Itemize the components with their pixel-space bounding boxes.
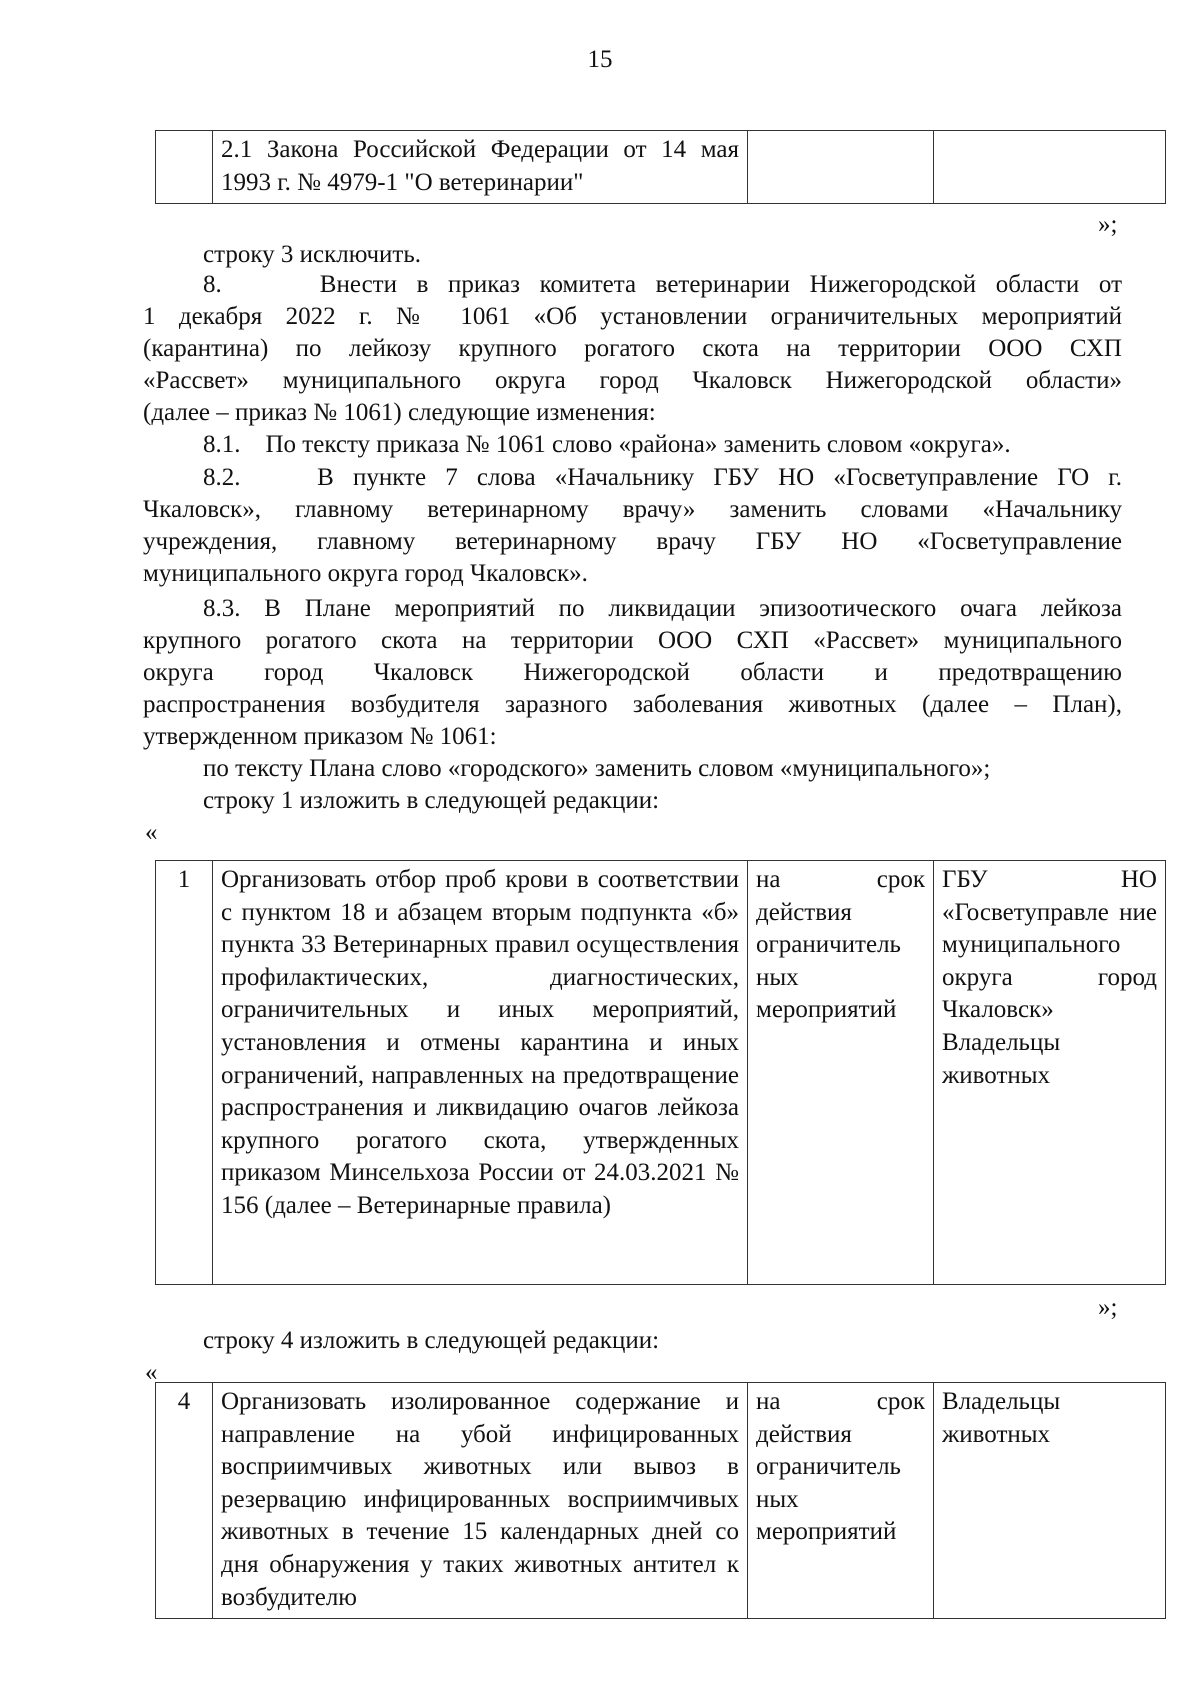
paragraph-8-2-line-4: муниципального округа город Чкаловск». [143, 560, 588, 587]
table-top-num [156, 131, 213, 204]
table-top-text: 2.1 Закона Российской Федерации от 14 мая 1993 г. № 4979-1 "О ветеринарии" [213, 131, 748, 204]
closing-quote: »; [1098, 211, 1118, 238]
paragraph-8-3-line-2: крупного рогатого скота на территории ООО СХП «Рассвет» муниципального [143, 627, 1122, 654]
row-4-responsible: Владельцы животных [934, 1383, 1166, 1619]
paragraph-8-line-1: 8. Внести в приказ комитета ветеринарии Нижегородской области от [203, 271, 1122, 298]
paragraph-plan-text: по тексту Плана слово «городского» заменить словом «муниципального»; [203, 755, 991, 782]
paragraph-8-line-3: (карантина) по лейкозу крупного рогатого скота на территории ООО СХП [143, 335, 1122, 362]
row-4-number: 4 [156, 1383, 213, 1619]
row-4-measure: Организовать изолированное содержание и направление на убой инфицированных восприимчивых животных или вывоз в резервацию инфицированных восприимчивых животных в течение 15 календарных дней со дня обнаружения у таких животных антител к возбудителю [213, 1383, 748, 1619]
paragraph-8-1: 8.1. По тексту приказа № 1061 слово «района» заменить словом «округа». [203, 431, 1011, 458]
paragraph-8-3-line-4: распространения возбудителя заразного заболевания животных (далее – План), [143, 691, 1122, 718]
paragraph-line-3-excluded: строку 3 исключить. [203, 241, 421, 268]
table-top-responsible [934, 131, 1166, 204]
row-4-term: на срок действия ограничитель ных мероприятий [748, 1383, 934, 1619]
paragraph-8-2-line-1: 8.2. В пункте 7 слова «Начальнику ГБУ НО «Госветуправление ГО г. [203, 464, 1122, 491]
paragraph-8-line-5: (далее – приказ № 1061) следующие изменения: [143, 399, 656, 426]
paragraph-8-line-2: 1 декабря 2022 г. № 1061 «Об установлении ограничительных мероприятий [143, 303, 1122, 330]
table-row-4 [155, 1382, 1166, 1619]
page-number: 15 [587, 46, 613, 73]
opening-quote: « [145, 819, 158, 846]
paragraph-row-4-intro: строку 4 изложить в следующей редакции: [203, 1327, 660, 1354]
paragraph-8-3-line-3: округа город Чкаловск Нижегородской области и предотвращению [143, 659, 1122, 686]
row-1-term: на срок действия ограничитель ных мероприятий [748, 861, 934, 1285]
table-top [155, 130, 1166, 204]
paragraph-8-line-4: «Рассвет» муниципального округа город Чкаловск Нижегородской области» [143, 367, 1122, 394]
paragraph-8-3-line-1: 8.3. В Плане мероприятий по ликвидации эпизоотического очага лейкоза [203, 595, 1122, 622]
paragraph-8-2-line-3: учреждения, главному ветеринарному врачу ГБУ НО «Госветуправление [143, 528, 1122, 555]
paragraph-8-2-line-2: Чкаловск», главному ветеринарному врачу» заменить словами «Начальнику [143, 496, 1122, 523]
closing-quote: »; [1098, 1294, 1118, 1321]
row-1-measure: Организовать отбор проб крови в соответствии с пунктом 18 и абзацем вторым подпункта «б» пункта 33 Ветеринарных правил осуществления профилактических, диагностических, ограничительных и иных мероприятий, установления и отмены карантина и иных ограничений, направленных на предотвращение распространения и ликвидацию очагов лейкоза крупного рогатого скота, утвержденных приказом Минсельхоза России от 24.03.2021 № 156 (далее – Ветеринарные правила) [213, 861, 748, 1285]
paragraph-row-1-intro: строку 1 изложить в следующей редакции: [203, 787, 660, 814]
table-top-term [748, 131, 934, 204]
table-row-1 [155, 860, 1166, 1285]
opening-quote: « [145, 1359, 158, 1386]
row-1-number: 1 [156, 861, 213, 1285]
row-1-responsible: ГБУ НО «Госветуправле ние муниципального округа город Чкаловск» Владельцы животных [934, 861, 1166, 1285]
paragraph-8-3-line-5: утвержденном приказом № 1061: [143, 723, 497, 750]
